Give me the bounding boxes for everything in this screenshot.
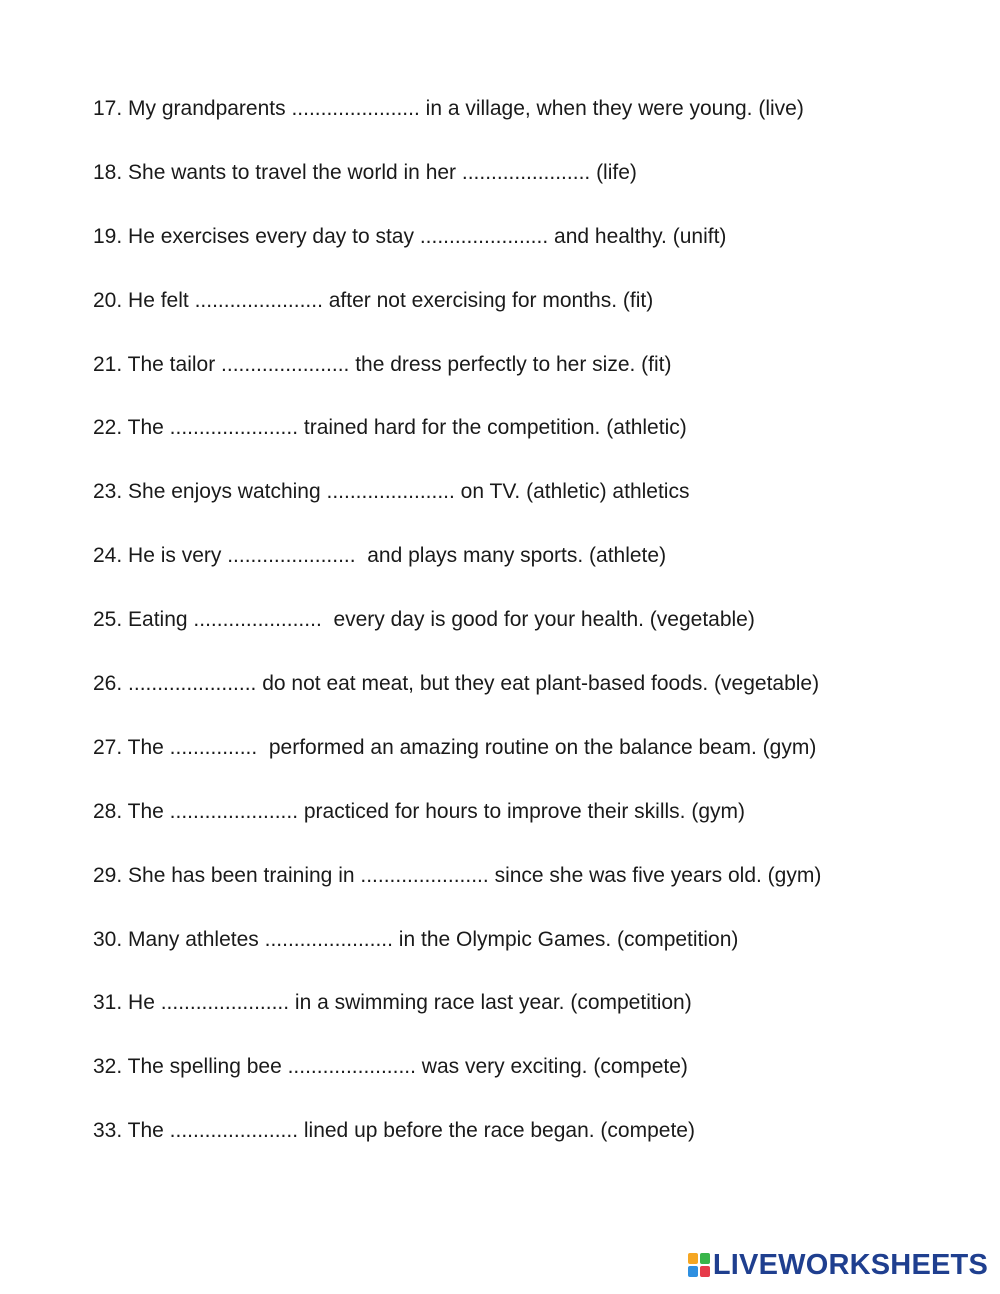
question-text: Eating ...................... every day is good for your health. (vegetable) — [122, 608, 755, 632]
question-number: 26. — [93, 672, 123, 696]
question-number: 33. — [93, 1119, 123, 1143]
question-text: The ...................... trained hard for the competition. (athletic) — [122, 416, 687, 440]
question-text: He ...................... in a swimming race last year. (competition) — [122, 991, 692, 1015]
question-item — [93, 1052, 973, 1116]
question-number: 25. — [93, 608, 123, 632]
question-text: She wants to travel the world in her ...................... (life) — [122, 160, 637, 184]
question-item — [93, 286, 973, 350]
question-text: She has been training in ...................... since she was five years old. (gym) — [122, 863, 822, 887]
liveworksheets-logo-icon — [688, 1253, 710, 1277]
question-item — [93, 413, 973, 477]
question-item — [93, 925, 973, 989]
question-text: Many athletes ...................... in the Olympic Games. (competition) — [122, 927, 739, 951]
question-number: 18. — [93, 160, 123, 184]
question-item — [93, 94, 973, 158]
question-text: The ...................... practiced for hours to improve their skills. (gym) — [122, 799, 746, 823]
question-number: 21. — [93, 352, 123, 376]
logo-text: LIVEWORKSHEETS — [712, 1249, 988, 1281]
question-item — [93, 350, 973, 414]
liveworksheets-logo[interactable] — [688, 1250, 988, 1280]
question-number: 30. — [93, 927, 123, 951]
question-text: The tailor ...................... the dress perfectly to her size. (fit) — [122, 352, 672, 376]
question-item — [93, 158, 973, 222]
question-item — [93, 605, 973, 669]
question-number: 19. — [93, 224, 123, 248]
question-item — [93, 1116, 973, 1180]
question-item — [93, 861, 973, 925]
question-item — [93, 222, 973, 286]
question-text: He exercises every day to stay ...................... and healthy. (unift) — [122, 224, 727, 248]
question-text: He felt ...................... after not exercising for months. (fit) — [122, 288, 654, 312]
question-number: 32. — [93, 1055, 123, 1079]
question-text: He is very ...................... and plays many sports. (athlete) — [122, 544, 667, 568]
question-item — [93, 669, 973, 733]
question-item — [93, 797, 973, 861]
question-item — [93, 988, 973, 1052]
question-list — [93, 94, 973, 1180]
question-number: 22. — [93, 416, 123, 440]
question-item — [93, 477, 973, 541]
question-number: 23. — [93, 480, 123, 504]
question-text: The spelling bee ...................... was very exciting. (compete) — [122, 1055, 688, 1079]
question-number: 29. — [93, 863, 123, 887]
question-text: She enjoys watching ...................... on TV. (athletic) athletics — [122, 480, 690, 504]
question-number: 20. — [93, 288, 123, 312]
question-number: 31. — [93, 991, 123, 1015]
question-number: 24. — [93, 544, 123, 568]
question-item — [93, 541, 973, 605]
question-text: The ............... performed an amazing routine on the balance beam. (gym) — [122, 735, 817, 759]
question-item — [93, 733, 973, 797]
question-text: The ...................... lined up before the race began. (compete) — [122, 1119, 695, 1143]
question-number: 28. — [93, 799, 123, 823]
question-text: ...................... do not eat meat, but they eat plant-based foods. (vegetable) — [122, 672, 820, 696]
question-number: 17. — [93, 97, 123, 120]
question-number: 27. — [93, 735, 123, 759]
question-text: My grandparents ...................... in a village, when they were young. (live) — [122, 97, 804, 120]
